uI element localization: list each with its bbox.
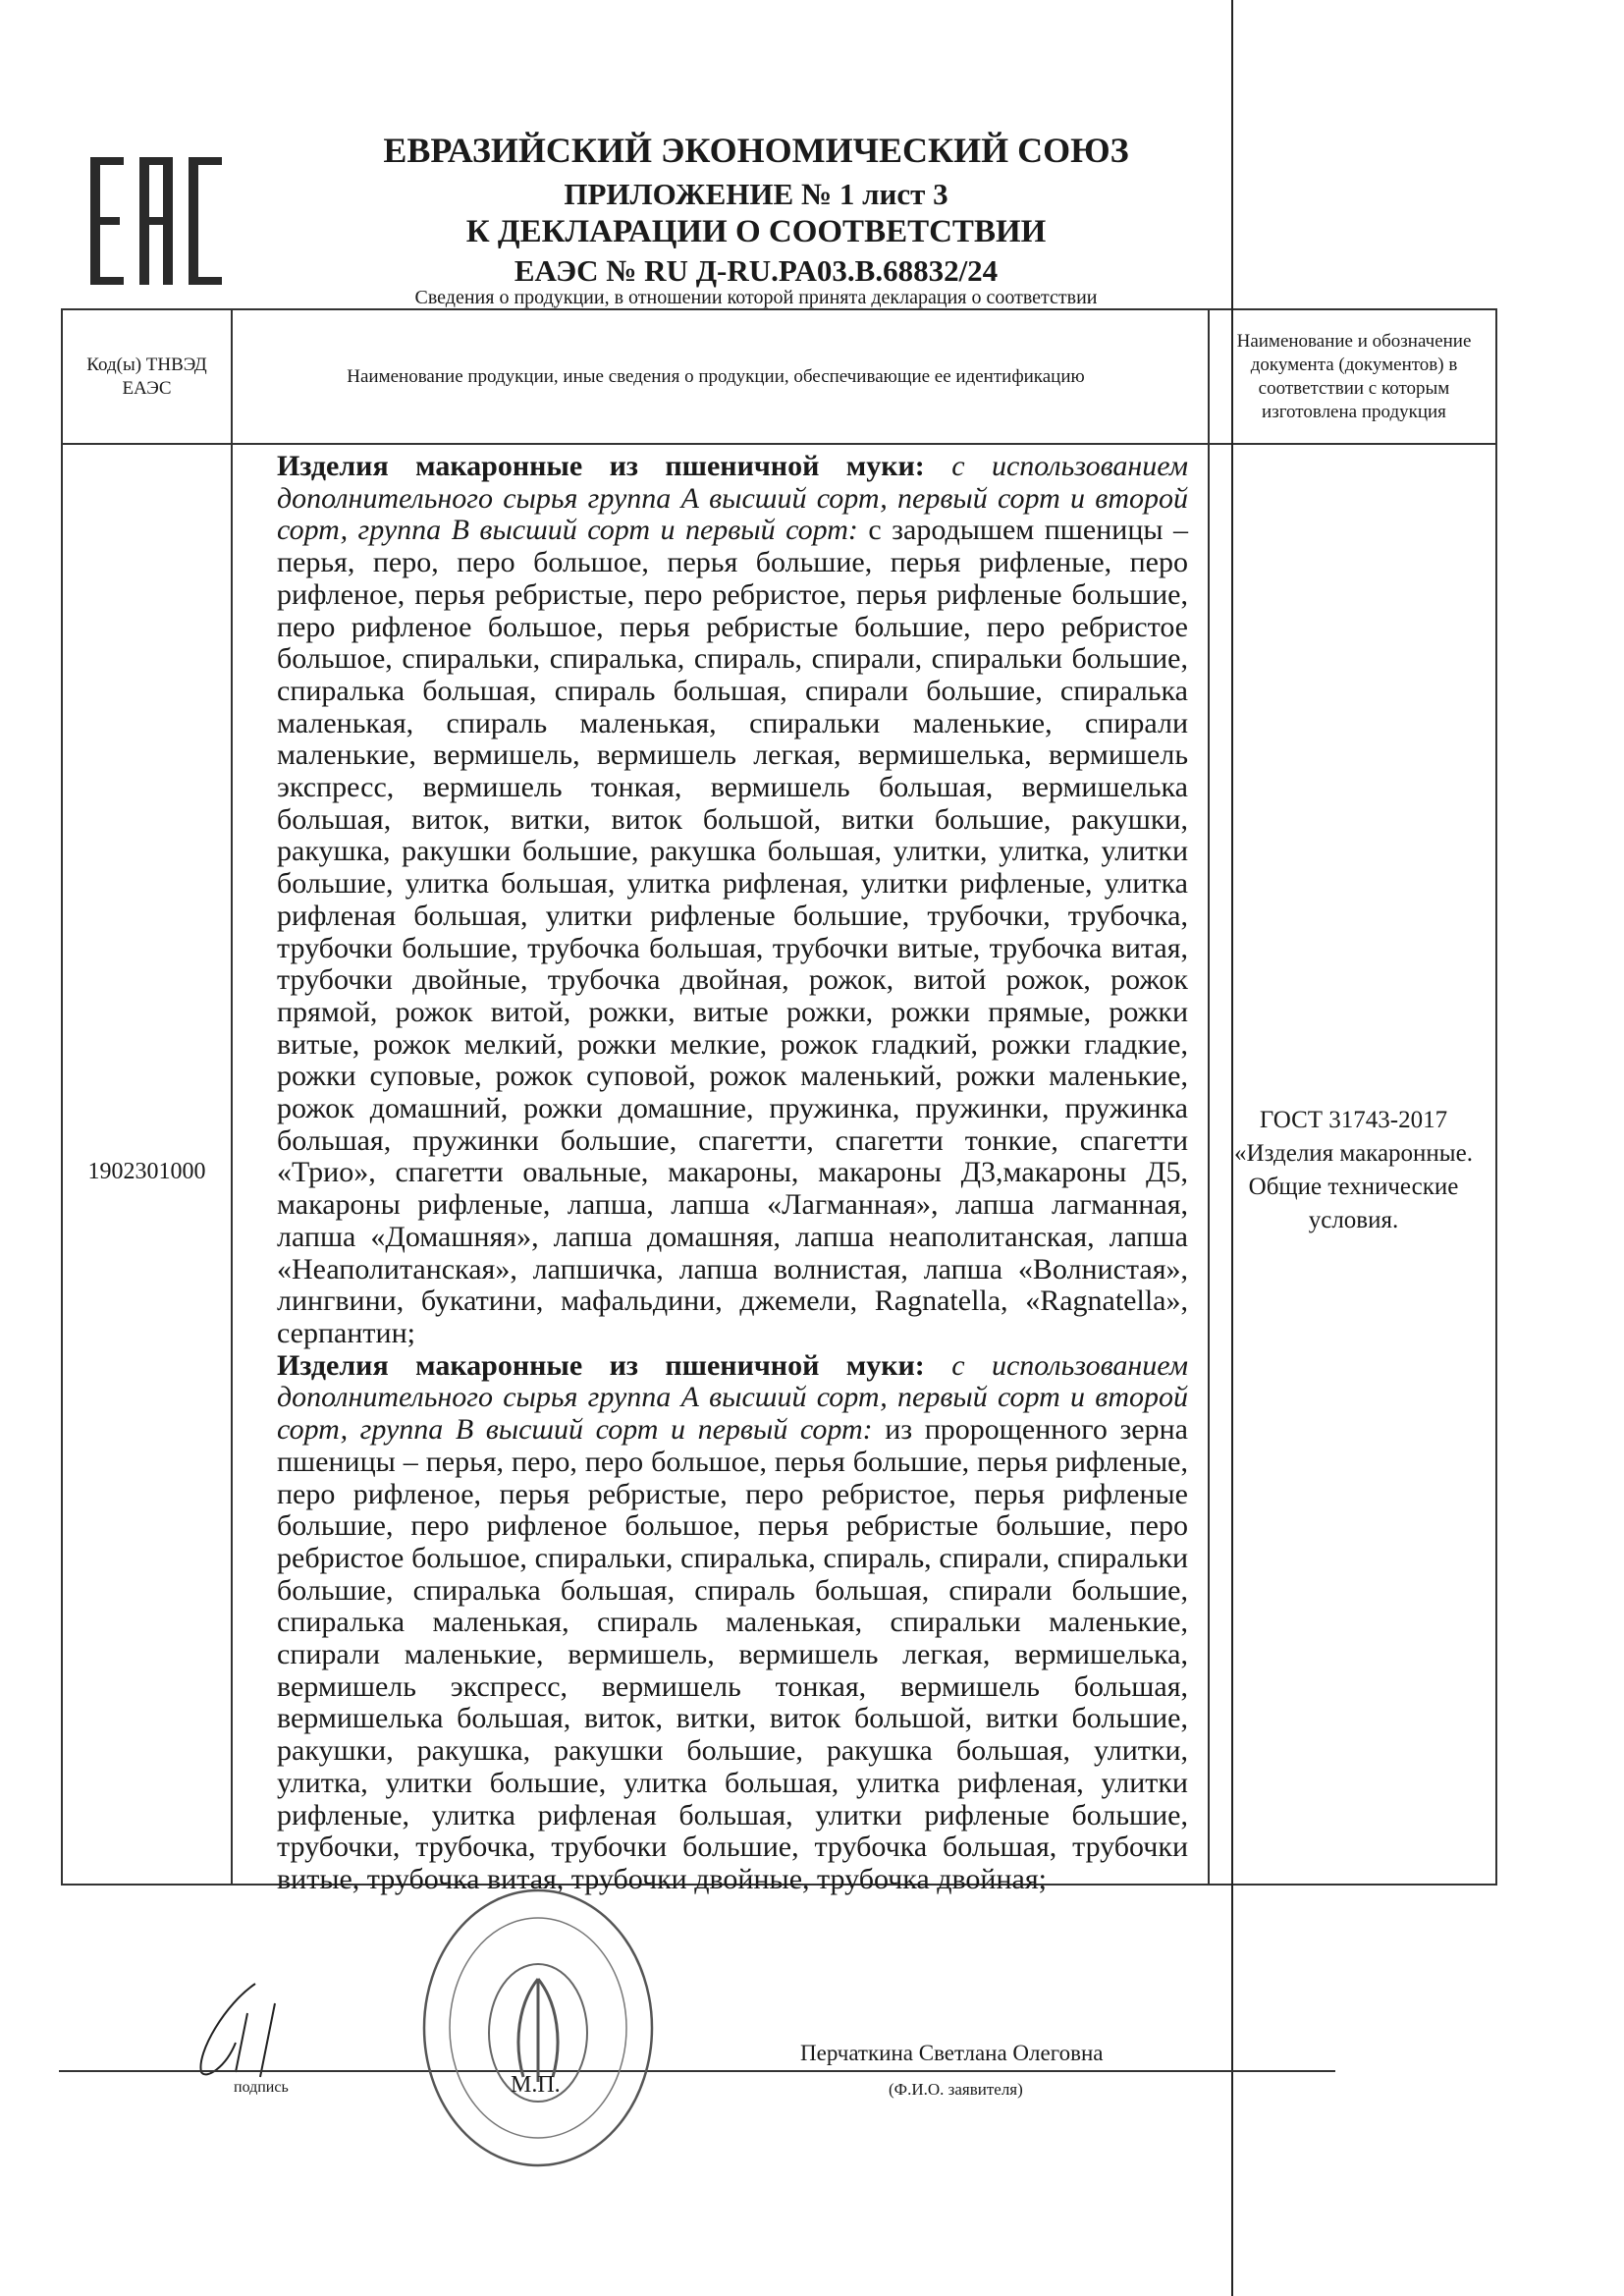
product-list: с зародышем пшеницы – перья, перо, перо большое, перья большие, перья рифленые, перо рифленое, перья ребристые, перо ребристое, перья рифленые большие, перо рифленое большое, перья ребристые большие, перо ребристое большое, спиральки, спиралька, спираль, спирали, спиральки большие, спиралька большая, спираль большая, спирали большие, спиралька маленькая, спираль маленькая, спиральки маленькие, спирали маленькие, вермишель, вермишель легкая, вермишелька, вермишель экспресс, вермишель тонкая, вермишель большая, вермишелька большая, виток, витки, виток большой, витки большие, ракушки, ракушка, ракушки большие, ракушка большая, улитки, улитка, улитки большие, улитка большая, улитка рифленая, улитки рифленые, улитка рифленая большая, улитки рифленые большие, трубочки, трубочка, трубочки большие, трубочка большая, трубочки витые, трубочка витая, трубочки двойные, трубочка двойная, рожок, витой рожок, рожок прямой, рожок витой, рожки, витые рожки, рожки прямые, рожки витые, рожок мелкий, рожки мелкие, рожок гладкий, рожки гладкие, рожки суповые, рожок суповой, рожок маленький, рожки маленькие, рожок домашний, рожки домашние, пружинка, пружинки, пружинка большая, пружинки большие, спагетти, спагетти тонкие, спагетти «Трио», спагетти овальные, макароны, макароны Д3,макароны Д5, макароны рифленые, лапша, лапша «Лагманная», лапша лагманная, лапша «Домашняя», лапша домашняя, лапша неаполитанская, лапша «Неаполитанская», лапшичка, лапша волнистая, лапша «Волнистая», лингвини, букатини, мафальдини, джемели, Ragnatella, «Ragnatella», серпантин; <box>277 514 1188 1349</box>
header-divider <box>63 443 1495 445</box>
table-caption: Сведения о продукции, в отношении которой принята декларация о соответствии <box>414 287 1098 308</box>
column-divider <box>231 310 233 1884</box>
applicant-name-label: (Ф.И.О. заявителя) <box>889 2080 1023 2099</box>
scan-artifact-line <box>1231 0 1233 2296</box>
product-grades: с использованием дополнительного сырья группа А высший сорт, первый сорт и второй сорт, группа В высший сорт и первый сорт: <box>277 1348 1189 1447</box>
declaration-title: К ДЕКЛАРАЦИИ О СООТВЕТСТВИИ <box>465 214 1047 249</box>
company-stamp <box>420 1886 656 2170</box>
declaration-number: ЕАЭС № RU Д-RU.PA03.B.68832/24 <box>514 253 999 288</box>
header-product: Наименование продукции, иные сведения о продукции, обеспечивающие ее идентификацию <box>347 365 1085 387</box>
standard-code: ГОСТ 31743-2017 <box>1259 1107 1448 1133</box>
standard-title: «Изделия макаронные. Общие технические условия. <box>1234 1140 1473 1233</box>
product-heading: Изделия макаронные из пшеничной муки: <box>277 450 925 482</box>
standard-reference <box>1210 1104 1497 1237</box>
product-list: из пророщенного зерна пшеницы – перья, перо, перо большое, перья большие, перья рифленые, перо рифленое, перья ребристые, перо ребристое, перья рифленые большие, перо рифленое большое, перья ребристые большие, перо ребристое большое, спиральки, спиралька, спираль, спирали, спиральки большие, спиралька большая, спираль большая, спирали большие, спиралька маленькая, спираль маленькая, спиральки маленькие, спирали маленькие, вермишель, вермишель легкая, вермишелька, вермишель экспресс, вермишель тонкая, вермишель большая, вермишелька большая, виток, витки, виток большой, витки большие, ракушки, ракушка, ракушки большие, ракушка большая, улитки, улитка, улитки большие, улитка большая, улитка рифленая, улитки рифленые, улитка рифленая большая, улитки рифленые большие, трубочки, трубочка, трубочки большие, трубочка большая, трубочки витые, трубочка витая, трубочки двойные, трубочка двойная; <box>277 1413 1188 1895</box>
appendix-title: ПРИЛОЖЕНИЕ № 1 лист 3 <box>564 177 948 211</box>
product-table <box>61 308 1497 1895</box>
tnved-code: 1902301000 <box>87 1159 206 1184</box>
applicant-name: Перчаткина Светлана Олеговна <box>800 2041 1104 2065</box>
stamp-place-label: М.П. <box>511 2072 561 2098</box>
header-code: Код(ы) ТНВЭД ЕАЭС <box>86 354 207 399</box>
product-heading: Изделия макаронные из пшеничной муки: <box>277 1348 925 1382</box>
signature-line <box>59 2070 1335 2072</box>
product-description <box>277 451 1188 1896</box>
description-paragraph-2 <box>277 1350 1188 1896</box>
eac-logo <box>90 157 223 285</box>
column-divider <box>1208 310 1210 1884</box>
signature-label: подпись <box>234 2079 289 2096</box>
header-standard: Наименование и обозначение документа (документов) в соответствии с которым изготовлена продукция <box>1236 330 1472 422</box>
signature <box>187 1974 334 2082</box>
product-grades: с использованием дополнительного сырья группа А высший сорт, первый сорт и второй сорт, группа В высший сорт и первый сорт: <box>277 450 1189 547</box>
description-paragraph-1 <box>277 451 1188 1350</box>
union-title: ЕВРАЗИЙСКИЙ ЭКОНОМИЧЕСКИЙ СОЮЗ <box>383 131 1129 170</box>
